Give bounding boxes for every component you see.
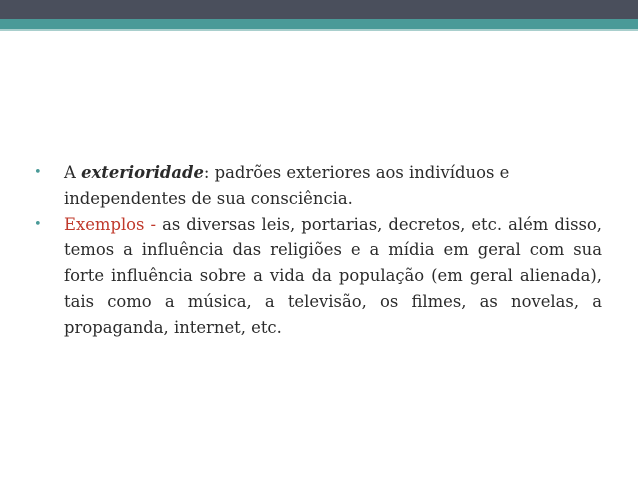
bullet-item-exemplos (30, 212, 602, 341)
header-teal-band (0, 19, 638, 29)
bullet-text: as diversas leis, portarias, decretos, etc. além disso, temos a influência das religiões e a mídia em geral com sua forte influência sobre a vida da população (em geral alienada), tais como a música, a televisão, os filmes, as novelas, a propaganda, internet, etc. (64, 214, 602, 337)
bullet-text: : padrões exteriores aos indivíduos e independentes de sua consciência. (64, 163, 510, 208)
header-light-line (0, 29, 638, 31)
emphasis-term: exterioridade (81, 163, 204, 182)
bullet-item-exterioridade (30, 160, 602, 212)
header-dark-band (0, 0, 638, 19)
bullet-lead-label: Exemplos - (64, 214, 163, 234)
bullet-dot-icon: • (34, 165, 42, 180)
bullet-dot-icon: • (34, 216, 42, 232)
slide-body (30, 160, 602, 341)
bullet-prefix: A (64, 163, 82, 182)
